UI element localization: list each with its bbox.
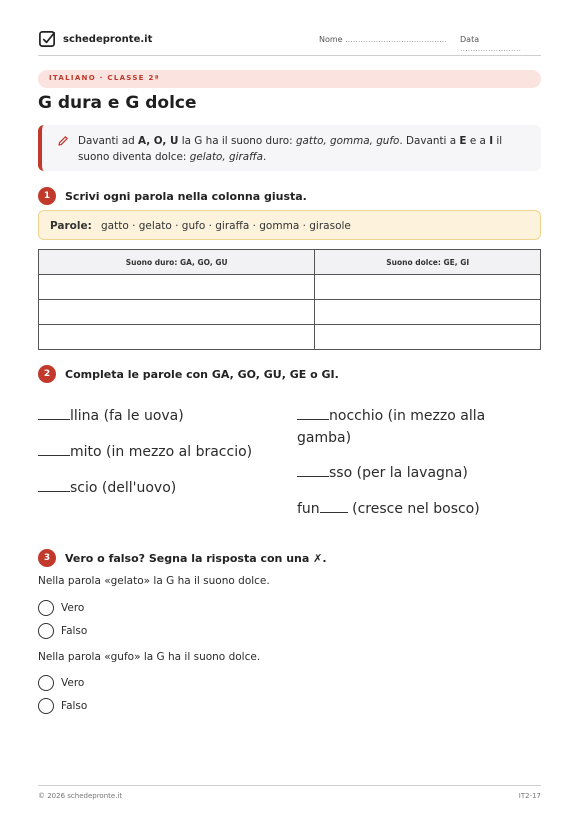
option-label: Falso <box>61 625 88 637</box>
date-dots: ........................ <box>460 44 522 53</box>
radio-circle[interactable] <box>38 600 54 616</box>
option-false[interactable] <box>38 698 87 714</box>
rule-note <box>38 125 541 171</box>
page-footer <box>38 785 541 800</box>
option-label: Vero <box>61 602 85 614</box>
footer-code: IT2-17 <box>518 792 541 800</box>
rule-text <box>78 133 533 165</box>
question-text: Scrivi ogni parola nella colonna giusta. <box>65 189 307 203</box>
name-dots: ........................................ <box>345 35 447 44</box>
fill-item <box>297 498 541 520</box>
question-number: 1 <box>38 187 56 205</box>
fill-item-text: mito (in mezzo al braccio) <box>70 444 253 460</box>
answer-blank[interactable] <box>297 465 329 477</box>
answer-cell[interactable] <box>39 275 315 300</box>
question-1 <box>38 187 307 205</box>
fill-item <box>38 405 278 427</box>
fill-item <box>38 477 278 499</box>
fill-item-text: (cresce nel bosco) <box>347 501 480 517</box>
rule-text-part: Davanti ad <box>78 135 138 147</box>
word-bank-label: Parole: <box>50 220 92 232</box>
pencil-icon <box>57 135 69 147</box>
brand[interactable] <box>38 30 152 49</box>
table-row <box>39 275 541 300</box>
name-label: Nome <box>319 35 343 44</box>
question-text: Completa le parole con GA, GO, GU, GE o GI. <box>65 367 339 381</box>
rule-text-bold: I <box>489 135 494 147</box>
footer-copyright: © 2026 schedepronte.it <box>38 792 123 800</box>
fill-item <box>38 441 288 463</box>
answer-cell[interactable] <box>39 325 315 350</box>
rule-text-bold: E <box>459 135 467 147</box>
rule-text-italic: gatto, gomma, gufo <box>295 135 400 147</box>
rule-text-part: . Davanti a <box>399 135 460 147</box>
name-field[interactable] <box>319 35 447 44</box>
category-label: ITALIANO · CLASSE 2ª <box>49 74 160 82</box>
question-text: Vero o falso? Segna la risposta con una ✗. <box>65 551 327 565</box>
page-header <box>38 30 541 56</box>
table-row <box>39 300 541 325</box>
fill-item-text: sso (per la lavagna) <box>329 465 468 481</box>
statement: Nella parola «gufo» la G ha il suono dolce. <box>38 651 261 663</box>
answer-cell[interactable] <box>315 325 541 350</box>
brand-name: schedepronte.it <box>63 34 153 45</box>
rule-text-part: il suono diventa dolce: <box>78 135 503 163</box>
answer-cell[interactable] <box>315 275 541 300</box>
rule-text-part: . <box>263 151 267 163</box>
question-number: 3 <box>38 549 56 567</box>
radio-circle[interactable] <box>38 623 54 639</box>
option-false[interactable] <box>38 623 87 639</box>
word-bank-words: gatto · gelato · gufo · giraffa · gomma · girasole <box>101 220 351 232</box>
date-field[interactable] <box>460 35 541 53</box>
radio-circle[interactable] <box>38 698 54 714</box>
option-true[interactable] <box>38 675 84 691</box>
question-2 <box>38 365 339 383</box>
fill-item-text: llina (fa le uova) <box>70 408 184 424</box>
fill-item <box>297 405 541 449</box>
answer-cell[interactable] <box>39 300 315 325</box>
page-title: G dura e G dolce <box>38 93 197 113</box>
fill-item-text: scio (dell'uovo) <box>70 480 177 496</box>
answer-blank[interactable] <box>38 444 70 456</box>
column-header-soft: Suono dolce: GE, GI <box>315 250 541 275</box>
answer-blank[interactable] <box>320 501 348 513</box>
answer-blank[interactable] <box>297 408 329 420</box>
table-row <box>39 325 541 350</box>
checkbox-document-icon <box>38 30 57 49</box>
rule-text-part: la G ha il suono duro: <box>178 135 296 147</box>
sorting-table <box>38 249 541 350</box>
radio-circle[interactable] <box>38 675 54 691</box>
answer-cell[interactable] <box>315 300 541 325</box>
rule-text-part: e a <box>466 135 490 147</box>
rule-text-bold: A, O, U <box>138 135 179 147</box>
fill-item-text: nocchio (in mezzo alla gamba) <box>297 408 486 446</box>
option-true[interactable] <box>38 600 84 616</box>
answer-blank[interactable] <box>38 480 70 492</box>
question-number: 2 <box>38 365 56 383</box>
word-bank <box>38 210 541 240</box>
fill-item <box>297 462 541 484</box>
fill-item-prefix: fun <box>297 501 320 517</box>
category-pill <box>38 70 541 88</box>
option-label: Vero <box>61 677 85 689</box>
rule-text-italic: gelato, giraffa <box>189 151 263 163</box>
answer-blank[interactable] <box>38 408 70 420</box>
statement: Nella parola «gelato» la G ha il suono dolce. <box>38 575 270 587</box>
option-label: Falso <box>61 700 88 712</box>
date-label: Data <box>460 35 480 44</box>
column-header-hard: Suono duro: GA, GO, GU <box>39 250 315 275</box>
question-3 <box>38 549 327 567</box>
